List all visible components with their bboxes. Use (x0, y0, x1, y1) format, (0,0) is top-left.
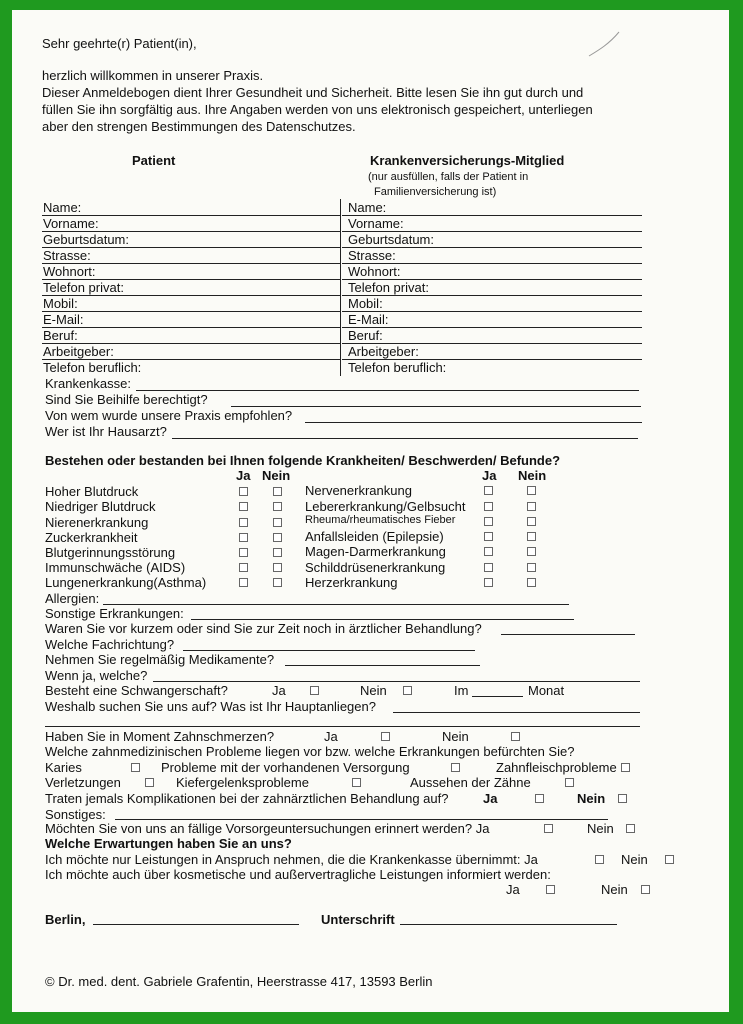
intro-line-3: füllen Sie ihn sorgfältig aus. Ihre Angaben werden von uns elektronisch gespeichert, unterliegen (42, 102, 593, 117)
schwanger-ja-checkbox[interactable] (310, 686, 319, 695)
beihilfe-label: Sind Sie Beihilfe berechtigt? (45, 392, 208, 407)
illness-right-7-nein-checkbox[interactable] (527, 578, 536, 587)
probleme-question: Welche zahnmedizinischen Probleme liegen vor bzw. welche Erkrankungen befürchten Sie? (45, 744, 575, 759)
illness-left-7-ja-checkbox[interactable] (239, 578, 248, 587)
schwanger-nein-checkbox[interactable] (403, 686, 412, 695)
member-name-label: Name: (348, 200, 387, 215)
versorgung-label: Probleme mit der vorhandenen Versorgung (161, 760, 410, 775)
zahnschmerzen-nein-label: Nein (442, 729, 469, 744)
illness-right-1-nein-checkbox[interactable] (527, 486, 536, 495)
sonstiges-label: Sonstiges: (45, 807, 106, 822)
medikamente-field[interactable] (285, 665, 480, 666)
illness-right-4-nein-checkbox[interactable] (527, 532, 536, 541)
illness-left-3: Nierenerkrankung (45, 515, 149, 530)
intro-line-4: aber den strengen Bestimmungen des Datenschutzes. (42, 119, 356, 134)
member-geburtsdatum-label: Geburtsdatum: (348, 232, 434, 247)
member-telefon-beruflich-label: Telefon beruflich: (348, 360, 447, 375)
illness-heading: Bestehen oder bestanden bei Ihnen folgende Krankheiten/ Beschwerden/ Befunde? (45, 453, 561, 468)
hausarzt-field[interactable] (172, 438, 638, 439)
member-beruf-label: Beruf: (348, 328, 383, 343)
vorsorge-question: Möchten Sie von uns an fällige Vorsorgeuntersuchungen erinnert werden? Ja (45, 821, 490, 836)
signature-field[interactable] (400, 924, 617, 925)
member-heading: Krankenversicherungs-Mitglied (370, 153, 565, 168)
illness-right-7-ja-checkbox[interactable] (484, 578, 493, 587)
versorgung-checkbox[interactable] (451, 763, 460, 772)
welche-field[interactable] (153, 681, 640, 682)
illness-right-2-nein-checkbox[interactable] (527, 502, 536, 511)
illness-left-4-nein-checkbox[interactable] (273, 533, 282, 542)
fachrichtung-label: Welche Fachrichtung? (45, 637, 175, 652)
illness-right-3-ja-checkbox[interactable] (484, 517, 493, 526)
beihilfe-field[interactable] (231, 406, 641, 407)
intro-line-2: Dieser Anmeldebogen dient Ihrer Gesundheit und Sicherheit. Bitte lesen Sie ihn gut durch und (42, 85, 584, 100)
im-label: Im (454, 683, 469, 698)
illness-right-2: Lebererkrankung/Gelbsucht (305, 499, 466, 514)
patient-arbeitgeber-label: Arbeitgeber: (43, 344, 114, 359)
illness-right-1: Nervenerkrankung (305, 483, 412, 498)
illness-left-1-ja-checkbox[interactable] (239, 487, 248, 496)
komplikationen-question: Traten jemals Komplikationen bei der zahnärztlichen Behandlung auf? (45, 791, 449, 806)
krankenkasse-label: Krankenkasse: (45, 376, 131, 391)
illness-left-7: Lungenerkrankung(Asthma) (45, 575, 207, 590)
illness-right-4-ja-checkbox[interactable] (484, 532, 493, 541)
fachrichtung-field[interactable] (183, 650, 475, 651)
vorsorge-nein-label: Nein (587, 821, 614, 836)
kosmetisch-nein-checkbox[interactable] (641, 885, 650, 894)
sonstige-erkrankungen-label: Sonstige Erkrankungen: (45, 606, 184, 621)
footer-address: © Dr. med. dent. Gabriele Grafentin, Heerstrasse 417, 13593 Berlin (45, 974, 433, 989)
patient-vorname-label: Vorname: (43, 216, 99, 231)
illness-left-4: Zuckerkrankheit (45, 530, 138, 545)
medikamente-question: Nehmen Sie regelmäßig Medikamente? (45, 652, 275, 667)
vorsorge-nein-checkbox[interactable] (626, 824, 635, 833)
zahnfleisch-checkbox[interactable] (621, 763, 630, 772)
vorsorge-ja-checkbox[interactable] (544, 824, 553, 833)
zahnschmerzen-question: Haben Sie in Moment Zahnschmerzen? (45, 729, 275, 744)
zahnschmerzen-ja-checkbox[interactable] (381, 732, 390, 741)
member-arbeitgeber-label: Arbeitgeber: (348, 344, 419, 359)
patient-strasse-label: Strasse: (43, 248, 91, 263)
patient-mobil-label: Mobil: (43, 296, 78, 311)
patient-telefon-field[interactable] (42, 295, 340, 296)
weshalb-field[interactable] (393, 712, 640, 713)
intro-line-1: herzlich willkommen in unserer Praxis. (42, 68, 264, 83)
kiefer-label: Kiefergelenksprobleme (176, 775, 309, 790)
illness-right-5: Magen-Darmerkrankung (305, 544, 446, 559)
behandlung-question: Waren Sie vor kurzem oder sind Sie zur Zeit noch in ärztlicher Behandlung? (45, 621, 482, 636)
patient-email-label: E-Mail: (43, 312, 84, 327)
illness-left-5-ja-checkbox[interactable] (239, 548, 248, 557)
kosmetisch-ja-checkbox[interactable] (546, 885, 555, 894)
illness-left-3-ja-checkbox[interactable] (239, 518, 248, 527)
illness-left-1: Hoher Blutdruck (45, 484, 139, 499)
behandlung-field[interactable] (501, 634, 635, 635)
illness-right-6-ja-checkbox[interactable] (484, 563, 493, 572)
member-mobil-label: Mobil: (348, 296, 383, 311)
komplikationen-nein-checkbox[interactable] (618, 794, 627, 803)
member-telefon-label: Telefon privat: (348, 280, 429, 295)
komplikationen-nein-label: Nein (577, 791, 606, 806)
illness-right-4: Anfallsleiden (Epilepsie) (305, 529, 444, 544)
illness-left-7-nein-checkbox[interactable] (273, 578, 282, 587)
illness-left-4-ja-checkbox[interactable] (239, 533, 248, 542)
weshalb-field-2[interactable] (45, 726, 640, 727)
zahnschmerzen-nein-checkbox[interactable] (511, 732, 520, 741)
sonstige-erkrankungen-field[interactable] (191, 619, 574, 620)
illness-left-5-nein-checkbox[interactable] (273, 548, 282, 557)
kosmetisch-question: Ich möchte auch über kosmetische und außervertragliche Leistungen informiert werden: (45, 867, 551, 882)
monat-field[interactable] (472, 696, 523, 697)
schwanger-ja-label: Ja (272, 683, 286, 698)
illness-left-3-nein-checkbox[interactable] (273, 518, 282, 527)
nein-header-right: Nein (518, 468, 547, 483)
patient-email-field[interactable] (42, 327, 340, 328)
illness-right-6-nein-checkbox[interactable] (527, 563, 536, 572)
kasse-question: Ich möchte nur Leistungen in Anspruch nehmen, die die Krankenkasse übernimmt: Ja (45, 852, 538, 867)
unterschrift-label: Unterschrift (321, 912, 395, 927)
illness-right-6: Schilddrüsenerkrankung (305, 560, 446, 575)
greeting: Sehr geehrte(r) Patient(in), (42, 36, 197, 51)
patient-telefon-beruflich-label: Telefon beruflich: (43, 360, 142, 375)
member-telefon-field[interactable] (342, 295, 642, 296)
illness-right-2-ja-checkbox[interactable] (484, 502, 493, 511)
welche-label: Wenn ja, welche? (45, 668, 148, 683)
illness-right-5-ja-checkbox[interactable] (484, 547, 493, 556)
member-wohnort-label: Wohnort: (348, 264, 401, 279)
column-divider (340, 199, 341, 376)
berlin-label: Berlin, (45, 912, 86, 927)
komplikationen-ja-checkbox[interactable] (535, 794, 544, 803)
illness-right-5-nein-checkbox[interactable] (527, 547, 536, 556)
allergien-label: Allergien: (45, 591, 100, 606)
karies-label: Karies (45, 760, 82, 775)
illness-right-7: Herzerkrankung (305, 575, 398, 590)
hausarzt-label: Wer ist Ihr Hausarzt? (45, 424, 167, 439)
date-field[interactable] (93, 924, 299, 925)
aussehen-label: Aussehen der Zähne (410, 775, 531, 790)
ja-header-right: Ja (482, 468, 497, 483)
illness-right-3-nein-checkbox[interactable] (527, 517, 536, 526)
illness-left-5: Blutgerinnungsstörung (45, 545, 176, 560)
empfohlen-label: Von wem wurde unsere Praxis empfohlen? (45, 408, 293, 423)
weshalb-question: Weshalb suchen Sie uns auf? Was ist Ihr Hauptanliegen? (45, 699, 376, 714)
kiefer-checkbox[interactable] (352, 778, 361, 787)
karies-checkbox[interactable] (131, 763, 140, 772)
komplikationen-ja-label: Ja (483, 791, 498, 806)
member-note-1: (nur ausfüllen, falls der Patient in (368, 171, 529, 183)
krankenkasse-field[interactable] (136, 390, 639, 391)
patient-telefon-label: Telefon privat: (43, 280, 124, 295)
patient-heading: Patient (132, 153, 176, 168)
patient-mobil-field[interactable] (42, 311, 340, 312)
kosmetisch-nein-label: Nein (601, 882, 628, 897)
verletzungen-checkbox[interactable] (145, 778, 154, 787)
erwartungen-heading: Welche Erwartungen haben Sie an uns? (45, 836, 292, 851)
illness-left-6-nein-checkbox[interactable] (273, 563, 282, 572)
illness-left-2-ja-checkbox[interactable] (239, 502, 248, 511)
member-note-2: Familienversicherung ist) (374, 186, 497, 198)
member-email-label: E-Mail: (348, 312, 389, 327)
form-sheet (12, 10, 729, 1012)
illness-left-6: Immunschwäche (AIDS) (45, 560, 186, 575)
kosmetisch-ja-label: Ja (506, 882, 520, 897)
ja-header-left: Ja (236, 468, 251, 483)
schwanger-question: Besteht eine Schwangerschaft? (45, 683, 228, 698)
patient-name-label: Name: (43, 200, 82, 215)
sonstiges-field[interactable] (115, 819, 608, 820)
illness-left-2: Niedriger Blutdruck (45, 499, 156, 514)
illness-left-1-nein-checkbox[interactable] (273, 487, 282, 496)
monat-label: Monat (528, 683, 565, 698)
verletzungen-label: Verletzungen (45, 775, 121, 790)
empfohlen-field[interactable] (305, 422, 642, 423)
member-vorname-label: Vorname: (348, 216, 404, 231)
illness-right-3: Rheuma/rheumatisches Fieber (305, 514, 456, 526)
kasse-nein-label: Nein (621, 852, 648, 867)
patient-wohnort-label: Wohnort: (43, 264, 96, 279)
illness-left-6-ja-checkbox[interactable] (239, 563, 248, 572)
illness-right-1-ja-checkbox[interactable] (484, 486, 493, 495)
kasse-ja-checkbox[interactable] (595, 855, 604, 864)
handwritten-mark (587, 30, 627, 60)
aussehen-checkbox[interactable] (565, 778, 574, 787)
allergien-field[interactable] (103, 604, 569, 605)
schwanger-nein-label: Nein (360, 683, 387, 698)
zahnschmerzen-ja-label: Ja (324, 729, 338, 744)
patient-geburtsdatum-label: Geburtsdatum: (43, 232, 129, 247)
illness-left-2-nein-checkbox[interactable] (273, 502, 282, 511)
nein-header-left: Nein (262, 468, 291, 483)
patient-beruf-label: Beruf: (43, 328, 78, 343)
kasse-nein-checkbox[interactable] (665, 855, 674, 864)
member-strasse-label: Strasse: (348, 248, 396, 263)
member-email-field[interactable] (342, 327, 642, 328)
zahnfleisch-label: Zahnfleischprobleme (496, 760, 617, 775)
